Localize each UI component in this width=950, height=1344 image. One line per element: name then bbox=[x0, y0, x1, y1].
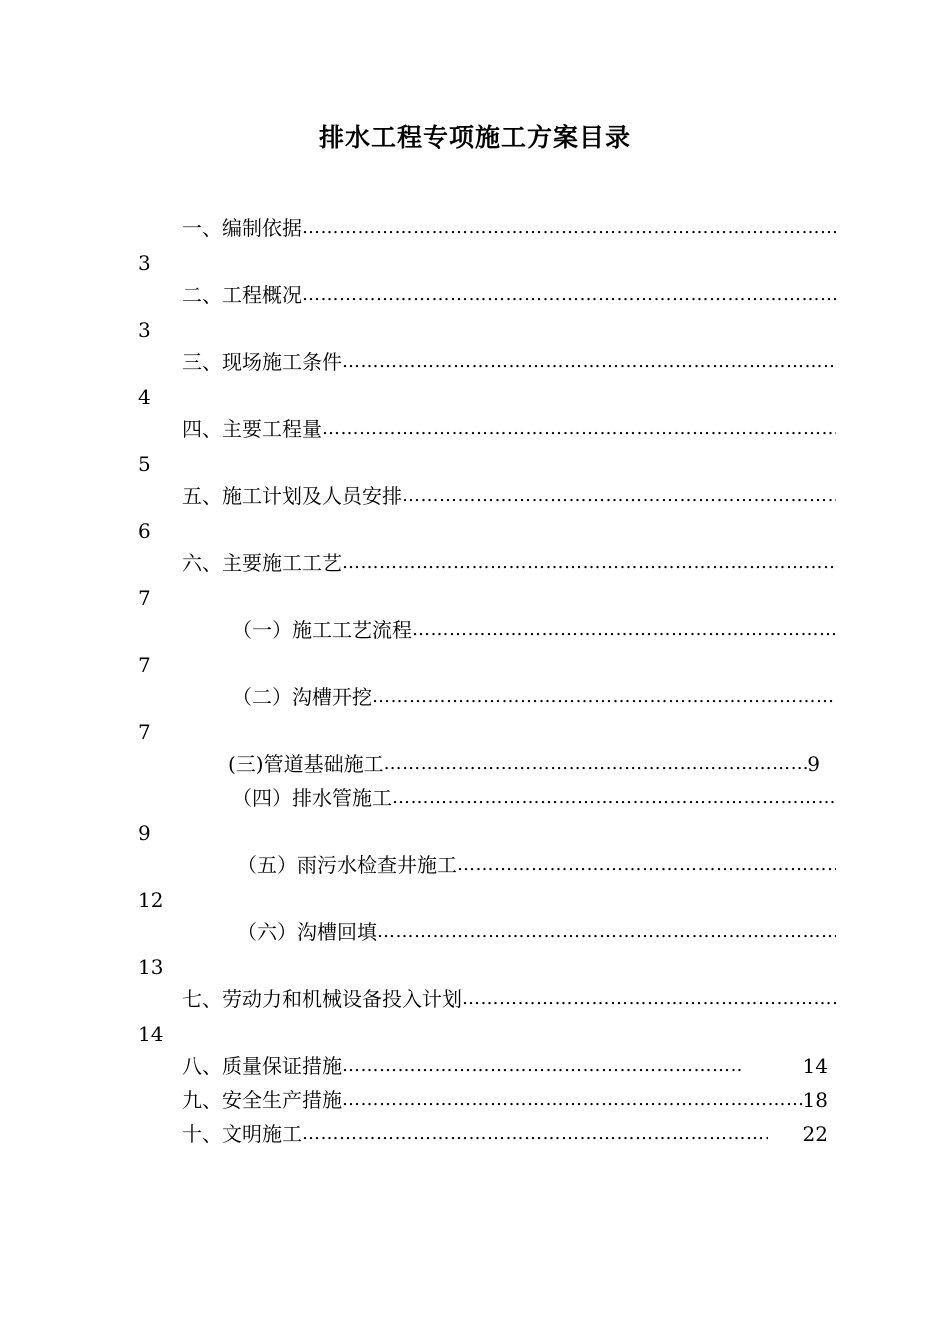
toc-leader-dots bbox=[402, 481, 836, 511]
toc-entry-page: 5 bbox=[138, 452, 151, 476]
toc-leader-dots bbox=[462, 984, 836, 1014]
toc-entry-page: 14 bbox=[138, 1022, 164, 1046]
toc-entry bbox=[182, 1119, 828, 1149]
toc-entry bbox=[182, 213, 836, 243]
toc-entry-label: 四、主要工程量 bbox=[182, 417, 322, 441]
toc-leader-dots bbox=[392, 783, 836, 813]
toc-leader-dots bbox=[412, 615, 836, 645]
toc-entry-page: 4 bbox=[138, 385, 151, 409]
toc-entry bbox=[182, 1051, 828, 1081]
toc-leader-dots bbox=[342, 1085, 803, 1115]
toc-entry-label: 七、劳动力和机械设备投入计划 bbox=[182, 987, 462, 1011]
toc-leader-dots bbox=[302, 213, 836, 243]
toc-entry-label: (三)管道基础施工 bbox=[228, 752, 384, 776]
toc-leader-dots bbox=[377, 917, 836, 947]
toc-entry-label: 八、质量保证措施 bbox=[182, 1054, 342, 1078]
toc-entry-label: （六）沟槽回填 bbox=[237, 920, 377, 944]
toc-entry-label: （二）沟槽开挖 bbox=[232, 685, 372, 709]
toc-leader-dots bbox=[322, 414, 836, 444]
toc-leader-dots bbox=[302, 1119, 768, 1149]
toc-entry-page: 9 bbox=[138, 821, 151, 845]
toc-leader-dots bbox=[342, 347, 836, 377]
toc-entry bbox=[182, 548, 836, 578]
toc-entry-page: 22 bbox=[802, 1122, 828, 1146]
toc-entry-page: 7 bbox=[138, 720, 151, 744]
toc-entry bbox=[182, 984, 836, 1014]
toc-leader-dots bbox=[457, 850, 836, 880]
toc-entry bbox=[237, 917, 836, 947]
toc-entry-page: 9 bbox=[807, 752, 820, 776]
toc-entry-label: 十、文明施工 bbox=[182, 1122, 302, 1146]
toc-entry bbox=[232, 783, 836, 813]
toc-entry-page: 13 bbox=[138, 955, 164, 979]
toc-entry-page: 12 bbox=[138, 888, 164, 912]
document-title: 排水工程专项施工方案目录 bbox=[318, 123, 631, 152]
toc-entry bbox=[182, 414, 836, 444]
toc-entry bbox=[228, 749, 820, 779]
toc-entry-label: （五）雨污水检查井施工 bbox=[237, 853, 457, 877]
toc-entry-page: 18 bbox=[802, 1088, 828, 1112]
toc-entry-page: 3 bbox=[138, 318, 151, 342]
toc-leader-dots bbox=[372, 682, 836, 712]
toc-leader-dots bbox=[342, 1051, 744, 1081]
toc-entry bbox=[182, 280, 836, 310]
toc-entry bbox=[232, 615, 836, 645]
toc-entry-label: 五、施工计划及人员安排 bbox=[182, 484, 402, 508]
toc-entry-page: 3 bbox=[138, 251, 151, 275]
toc-entry-page: 14 bbox=[802, 1054, 828, 1078]
toc-leader-dots bbox=[342, 548, 836, 578]
toc-leader-dots bbox=[384, 749, 808, 779]
toc-entry bbox=[182, 347, 836, 377]
toc-entry-label: 三、现场施工条件 bbox=[182, 350, 342, 374]
toc-entry-label: （四）排水管施工 bbox=[232, 786, 392, 810]
toc-entry-label: 二、工程概况 bbox=[182, 283, 302, 307]
toc-leader-dots bbox=[302, 280, 836, 310]
toc-entry-label: 一、编制依据 bbox=[182, 216, 302, 240]
toc-entry-page: 7 bbox=[138, 653, 151, 677]
toc-entry-label: 九、安全生产措施 bbox=[182, 1088, 342, 1112]
toc-entry-label: 六、主要施工工艺 bbox=[182, 551, 342, 575]
toc-entry bbox=[182, 481, 836, 511]
toc-entry-label: （一）施工工艺流程 bbox=[232, 618, 412, 642]
toc-entry bbox=[232, 682, 836, 712]
toc-entry-page: 7 bbox=[138, 586, 151, 610]
toc-entry bbox=[237, 850, 836, 880]
toc-entry-page: 6 bbox=[138, 519, 151, 543]
toc-entry bbox=[182, 1085, 828, 1115]
